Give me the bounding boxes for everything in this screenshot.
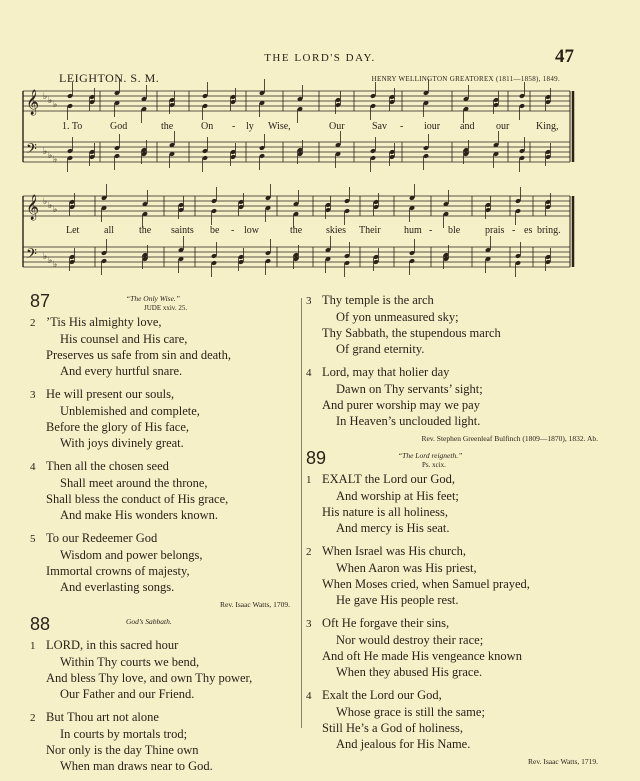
verse-text: When man draws near to God. xyxy=(60,759,213,773)
verse-line xyxy=(30,435,298,451)
hymn-89-header xyxy=(306,449,606,471)
stanza-number: 1 xyxy=(30,640,36,652)
stanza-number: 2 xyxy=(306,546,312,558)
lyric-syllable: - xyxy=(232,121,236,132)
verse-text: Shall bless the conduct of His grace, xyxy=(46,492,229,506)
lyric-syllable: 1. To xyxy=(62,121,83,132)
verse-line xyxy=(306,664,606,680)
verse-text: In courts by mortals trod; xyxy=(60,727,188,741)
running-head: THE LORD'S DAY. xyxy=(264,52,376,64)
verse-line xyxy=(30,314,298,331)
hymn-number: 87 xyxy=(30,291,51,311)
verse-text: Our Father and our Friend. xyxy=(60,687,195,701)
hymn-title: God’s Sabbath. xyxy=(126,617,172,626)
verse-text: Of yon unmeasured sky; xyxy=(336,310,459,324)
svg-text:♭: ♭ xyxy=(43,196,48,206)
hymn-attribution: Rev. Isaac Watts, 1709. xyxy=(219,600,290,609)
svg-text:♭: ♭ xyxy=(48,200,53,210)
lyric-syllable: the xyxy=(139,225,152,236)
verse-text: Then all the chosen seed xyxy=(46,459,169,473)
lyric-syllable: On xyxy=(201,121,214,132)
hymn-88-stanzas xyxy=(30,637,298,774)
svg-text:𝄞: 𝄞 xyxy=(26,195,40,220)
lyric-syllable: - xyxy=(400,121,404,132)
verse-text: Preserves us safe from sin and death, xyxy=(46,348,232,362)
stanza xyxy=(30,530,298,595)
verse-text: Within Thy courts we bend, xyxy=(60,655,200,669)
verse-line xyxy=(30,563,298,579)
hymn-attribution: Rev. Isaac Watts, 1719. xyxy=(527,757,598,766)
stanza xyxy=(30,637,298,702)
scripture-reference: Ps. xcix. xyxy=(422,461,446,469)
svg-text:♭: ♭ xyxy=(48,95,53,105)
column-divider xyxy=(301,298,302,728)
verse-line xyxy=(306,648,606,664)
lyric-syllable: prais xyxy=(485,225,505,236)
verse-line xyxy=(30,547,298,563)
verse-text: Nor only is the day Thine own xyxy=(46,743,199,757)
verse-text: He will present our souls, xyxy=(46,387,175,401)
verse-text: And oft He made His vengeance known xyxy=(322,649,522,663)
hymn-number: 89 xyxy=(306,448,327,468)
verse-line xyxy=(30,491,298,507)
verse-text: Lord, may that holier day xyxy=(322,365,450,379)
verse-line xyxy=(306,560,606,576)
verse-line xyxy=(306,504,606,520)
verse-text: LORD, in this sacred hour xyxy=(46,638,179,652)
lyric-syllable: and xyxy=(460,121,475,132)
verse-line xyxy=(306,341,606,357)
stanza-number: 3 xyxy=(306,618,312,630)
verse-text: His counsel and His care, xyxy=(60,332,188,346)
verse-line xyxy=(306,615,606,632)
stanza-number: 3 xyxy=(30,389,36,401)
hymn-89-stanzas xyxy=(306,471,606,752)
verse-line xyxy=(306,413,606,429)
verse-text: And purer worship may we pay xyxy=(322,398,480,412)
verse-text: Still He’s a God of holiness, xyxy=(322,721,463,735)
verse-line xyxy=(30,475,298,491)
verse-text: When they abused His grace. xyxy=(336,665,483,679)
verse-text: And jealous for His Name. xyxy=(336,737,471,751)
verse-line xyxy=(306,720,606,736)
hymn-title: “The Only Wise.” xyxy=(126,294,180,303)
lyric-syllable: ly xyxy=(246,121,254,132)
verse-line xyxy=(306,381,606,397)
verse-text: Whose grace is still the same; xyxy=(336,705,485,719)
stanza xyxy=(30,458,298,523)
verse-line xyxy=(30,419,298,435)
lyric-syllable: es xyxy=(524,225,533,236)
lyric-syllable: the xyxy=(290,225,303,236)
verse-text: When Aaron was His priest, xyxy=(336,561,477,575)
stanza xyxy=(306,615,606,680)
verse-line xyxy=(30,726,298,742)
verse-line xyxy=(306,397,606,413)
lyric-syllable: Sav xyxy=(372,121,387,132)
lyric-syllable: Wise, xyxy=(268,121,291,132)
lyric-syllable: ble xyxy=(448,225,461,236)
verse-text: And bless Thy love, and own Thy power, xyxy=(46,671,253,685)
verse-line xyxy=(306,309,606,325)
verse-text: Shall meet around the throne, xyxy=(60,476,208,490)
stanza-number: 5 xyxy=(30,533,36,545)
verse-text: Wisdom and power belongs, xyxy=(60,548,203,562)
verse-line xyxy=(30,686,298,702)
lyric-syllable: hum xyxy=(404,225,422,236)
verse-text: When Moses cried, when Samuel prayed, xyxy=(322,577,530,591)
lyric-syllable: God xyxy=(110,121,128,132)
hymn-title: “The Lord reigneth.” xyxy=(398,451,463,460)
verse-line xyxy=(30,742,298,758)
verse-line xyxy=(30,637,298,654)
tune-name: LEIGHTON. S. M. xyxy=(59,71,160,85)
verse-text: He gave His people rest. xyxy=(336,593,459,607)
verse-line xyxy=(306,687,606,704)
verse-line xyxy=(30,758,298,774)
verse-line xyxy=(306,736,606,752)
lyric-syllable: skies xyxy=(326,225,346,236)
svg-text:♭: ♭ xyxy=(53,259,58,269)
lyric-syllable: be xyxy=(210,225,220,236)
verse-line xyxy=(306,520,606,536)
stanza xyxy=(30,709,298,774)
svg-text:♭: ♭ xyxy=(53,154,58,164)
verse-text: Thy Sabbath, the stupendous march xyxy=(322,326,501,340)
verse-line xyxy=(30,386,298,403)
verse-line xyxy=(30,331,298,347)
verse-line xyxy=(306,471,606,488)
stanza xyxy=(306,364,606,429)
hymn-attribution: Rev. Stephen Greenleaf Bulfinch (1809—1870), 1832. Ab. xyxy=(421,434,598,443)
verse-line xyxy=(30,709,298,726)
hymn-88-header xyxy=(30,615,298,637)
stanza xyxy=(306,471,606,536)
verse-line xyxy=(30,403,298,419)
lyric-syllable: the xyxy=(161,121,174,132)
stanza xyxy=(30,314,298,379)
verse-text: With joys divinely great. xyxy=(60,436,184,450)
svg-text:𝄞: 𝄞 xyxy=(26,90,40,115)
verse-line xyxy=(30,530,298,547)
lyric-syllable: Our xyxy=(329,121,345,132)
verse-text: Unblemished and complete, xyxy=(60,404,200,418)
lyric-syllable: all xyxy=(104,225,114,236)
verse-line xyxy=(306,704,606,720)
verse-line xyxy=(30,507,298,523)
stanza-number: 3 xyxy=(306,295,312,307)
verse-line xyxy=(306,576,606,592)
verse-text: And worship at His feet; xyxy=(336,489,459,503)
svg-text:♭: ♭ xyxy=(48,255,53,265)
verse-line xyxy=(30,363,298,379)
stanza-number: 4 xyxy=(306,367,312,379)
verse-text: ’Tis His almighty love, xyxy=(46,315,162,329)
verse-line xyxy=(30,579,298,595)
lyric-syllable: - xyxy=(429,225,433,236)
verse-line xyxy=(30,670,298,686)
lyric-syllable: iour xyxy=(424,121,441,132)
right-column xyxy=(306,292,606,772)
lyric-syllable: Let xyxy=(66,225,80,236)
stanza xyxy=(306,543,606,608)
stanza-number: 2 xyxy=(30,712,36,724)
verse-text: And mercy is His seat. xyxy=(336,521,450,535)
verse-line xyxy=(30,347,298,363)
verse-text: And everlasting songs. xyxy=(60,580,175,594)
svg-text:♭: ♭ xyxy=(53,99,58,109)
stanza xyxy=(30,386,298,451)
verse-line xyxy=(30,654,298,670)
svg-text:♭: ♭ xyxy=(43,251,48,261)
lyric-syllable: low xyxy=(244,225,259,236)
hymn-87-stanzas xyxy=(30,314,298,595)
verse-line xyxy=(30,458,298,475)
verse-line xyxy=(306,488,606,504)
left-column xyxy=(30,292,298,781)
stanza-number: 4 xyxy=(306,690,312,702)
lyric-syllable: Their xyxy=(359,225,381,236)
verse-line xyxy=(306,543,606,560)
stanza xyxy=(306,292,606,357)
lyric-syllable: bring. xyxy=(537,225,561,236)
verse-text: Immortal crowns of majesty, xyxy=(46,564,190,578)
verse-text: EXALT the Lord our God, xyxy=(322,472,455,486)
verse-line xyxy=(306,292,606,309)
lyric-syllable: our xyxy=(496,121,510,132)
stanza-number: 4 xyxy=(30,461,36,473)
verse-text: Nor would destroy their race; xyxy=(336,633,484,647)
verse-text: Dawn on Thy servants’ sight; xyxy=(336,382,483,396)
scripture-reference: JUDE xxiv. 25. xyxy=(144,304,188,312)
stanza-number: 2 xyxy=(30,317,36,329)
verse-text: Oft He forgave their sins, xyxy=(322,616,450,630)
verse-text: To our Redeemer God xyxy=(46,531,158,545)
verse-text: And every hurtful snare. xyxy=(60,364,183,378)
music-score xyxy=(0,0,640,290)
lyric-syllable: - xyxy=(512,225,516,236)
lyric-syllable: saints xyxy=(171,225,194,236)
svg-text:𝄢: 𝄢 xyxy=(26,246,37,266)
verse-text: But Thou art not alone xyxy=(46,710,159,724)
svg-text:𝄢: 𝄢 xyxy=(26,141,37,161)
verse-line xyxy=(306,632,606,648)
hymn-88-continued-stanzas xyxy=(306,292,606,429)
verse-text: When Israel was His church, xyxy=(322,544,467,558)
page-number: 47 xyxy=(555,46,574,67)
svg-text:♭: ♭ xyxy=(48,150,53,160)
verse-text: Of grand eternity. xyxy=(336,342,425,356)
lyric-syllable: - xyxy=(231,225,235,236)
stanza-number: 1 xyxy=(306,474,312,486)
verse-text: Before the glory of His face, xyxy=(46,420,189,434)
verse-line xyxy=(306,325,606,341)
verse-text: Thy temple is the arch xyxy=(322,293,434,307)
verse-text: Exalt the Lord our God, xyxy=(322,688,442,702)
verse-text: His nature is all holiness, xyxy=(322,505,449,519)
tune-composer: HENRY WELLINGTON GREATOREX (1811—1858), 1849. xyxy=(371,75,560,83)
verse-text: In Heaven’s unclouded light. xyxy=(336,414,481,428)
svg-text:♭: ♭ xyxy=(43,146,48,156)
stanza xyxy=(306,687,606,752)
svg-text:♭: ♭ xyxy=(53,204,58,214)
hymn-number: 88 xyxy=(30,614,51,634)
verse-text: And make His wonders known. xyxy=(60,508,218,522)
verse-line xyxy=(306,592,606,608)
verse-line xyxy=(306,364,606,381)
hymn-87-header xyxy=(30,292,298,314)
lyric-syllable: King, xyxy=(536,121,559,132)
svg-text:♭: ♭ xyxy=(43,91,48,101)
